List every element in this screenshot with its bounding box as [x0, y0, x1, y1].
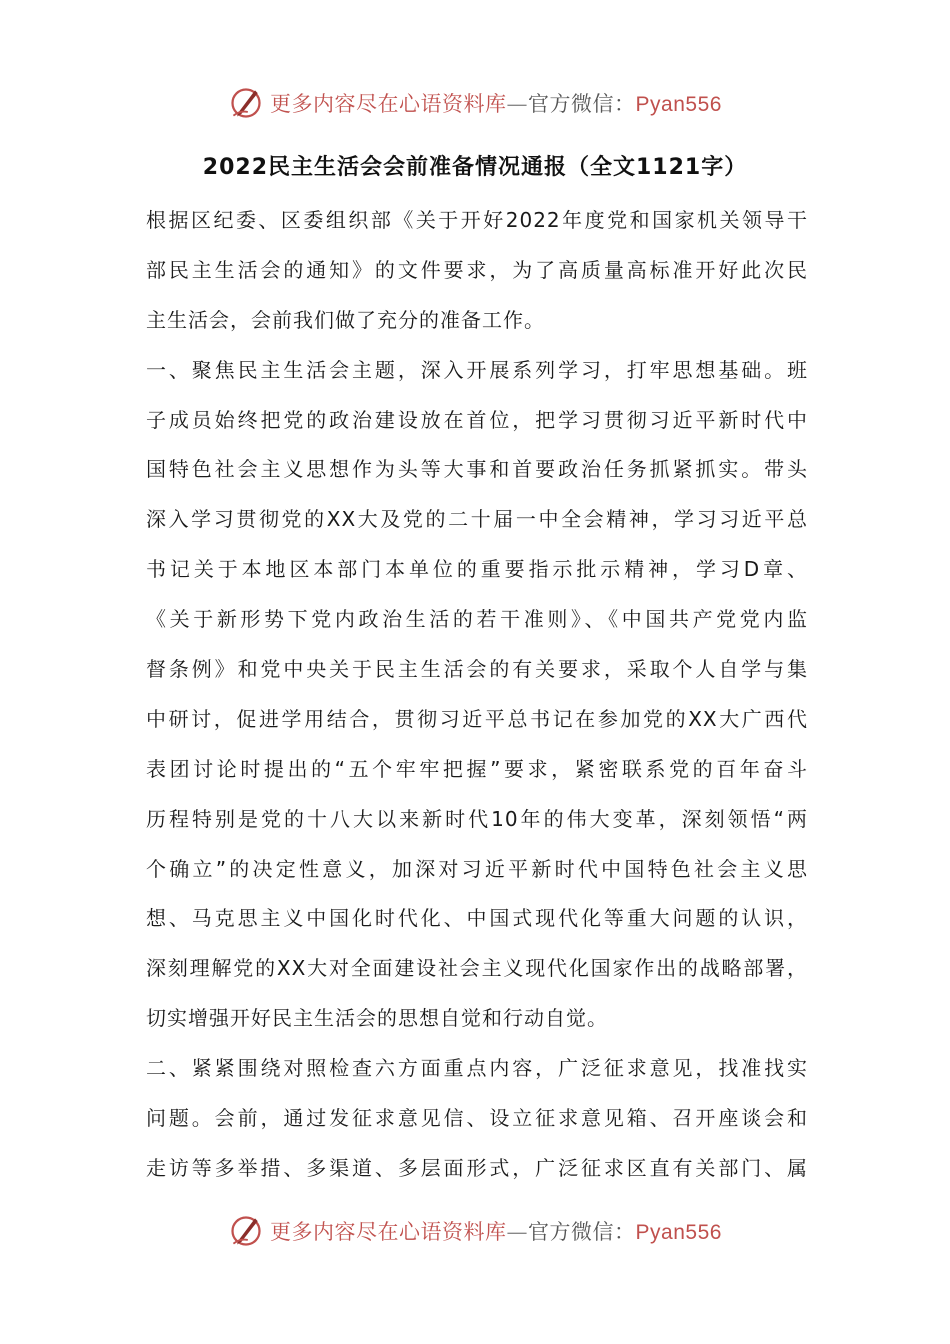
- banner-wechat-id: Pyan556: [635, 93, 722, 116]
- text-line: 深入学习贯彻党的XX大及党的二十届一中全会精神，学习习近平总: [146, 507, 808, 532]
- banner-separator: —: [506, 1220, 529, 1244]
- document-title: 2022民主生活会会前准备情况通报（全文1121字）: [202, 155, 748, 180]
- text-line: 个确立”的决定性意义，加深对习近平新时代中国特色社会主义思: [146, 856, 808, 881]
- header-banner: [0, 80, 950, 126]
- text-line: 督条例》和党中央关于民主生活会的有关要求，采取个人自学与集: [146, 657, 808, 682]
- text-line: 主生活会，会前我们做了充分的准备工作。: [146, 307, 545, 332]
- banner-separator: —: [506, 92, 529, 116]
- text-line: 中研讨，促进学用结合，贯彻习近平总书记在参加党的XX大广西代: [146, 706, 808, 731]
- text-line: 问题。会前，通过发征求意见信、设立征求意见箱、召开座谈会和: [146, 1106, 808, 1131]
- banner-wechat-label: 官方微信：: [528, 1220, 636, 1244]
- text-line: 《关于新形势下党内政治生活的若干准则》、《中国共产党党内监: [146, 607, 808, 632]
- footer-banner: [0, 1208, 950, 1254]
- text-line: 想、马克思主义中国化时代化、中国式现代化等重大问题的认识，: [146, 906, 808, 931]
- text-line: 表团讨论时提出的“五个牢牢把握”要求，紧密联系党的百年奋斗: [146, 756, 808, 781]
- banner-slogan: 更多内容尽在心语资料库: [270, 92, 507, 116]
- banner-slogan: 更多内容尽在心语资料库: [270, 1220, 507, 1244]
- document-body: [146, 196, 808, 1194]
- text-line: 子成员始终把党的政治建设放在首位，把学习贯彻习近平新时代中: [146, 407, 808, 432]
- quill-logo-icon: [228, 1213, 264, 1249]
- banner-wechat-id: Pyan556: [635, 1221, 722, 1244]
- text-line: 历程特别是党的十八大以来新时代10年的伟大变革，深刻领悟“两: [146, 806, 808, 831]
- text-line: 深刻理解党的XX大对全面建设社会主义现代化国家作出的战略部署，: [146, 956, 808, 981]
- text-line: 国特色社会主义思想作为头等大事和首要政治任务抓紧抓实。带头: [146, 457, 808, 482]
- text-line: 切实增强开好民主生活会的思想自觉和行动自觉。: [146, 1006, 608, 1031]
- text-line: 部民主生活会的通知》的文件要求，为了高质量高标准开好此次民: [146, 257, 808, 282]
- quill-logo-icon: [228, 85, 264, 121]
- text-line: 二、紧紧围绕对照检查六方面重点内容，广泛征求意见，找准找实: [146, 1056, 808, 1081]
- text-line: 书记关于本地区本部门本单位的重要指示批示精神，学习D章、: [146, 557, 808, 582]
- text-line: 走访等多举措、多渠道、多层面形式，广泛征求区直有关部门、属: [146, 1155, 808, 1180]
- text-line: 一、聚焦民主生活会主题，深入开展系列学习，打牢思想基础。班: [146, 357, 808, 382]
- text-line: 根据区纪委、区委组织部《关于开好2022年度党和国家机关领导干: [146, 208, 808, 232]
- banner-wechat-label: 官方微信：: [528, 92, 636, 116]
